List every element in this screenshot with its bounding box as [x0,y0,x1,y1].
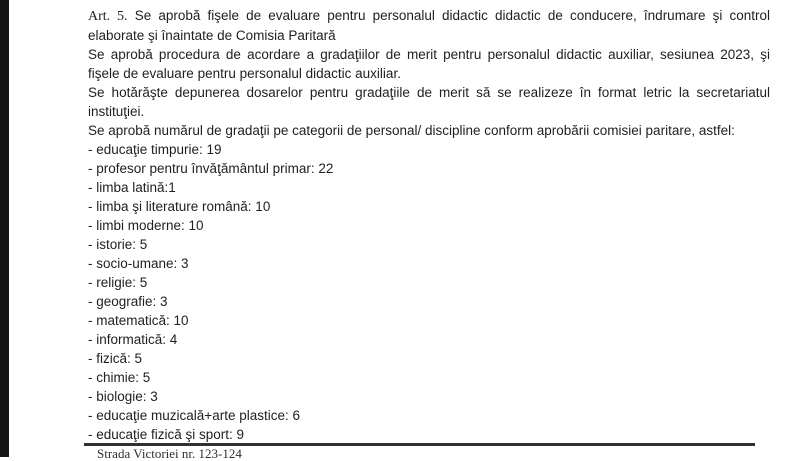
allocation-item: - limba şi literature română: 10 [88,199,271,214]
footer-address: Strada Victoriei nr. 123-124 [97,446,242,461]
allocation-item: - limbi moderne: 10 [88,218,204,233]
paragraph-line: Se hotărăşte depunerea dosarelor pentru gradaţiile de merit să se realizeze în format letric la secretariatul [88,85,770,100]
allocation-item: - educaţie fizică şi sport: 9 [88,427,245,442]
allocation-item: - educaţie timpurie: 19 [88,142,222,157]
allocation-item: - informatică: 4 [88,332,178,347]
document-body [88,6,770,444]
allocation-item: - chimie: 5 [88,370,151,385]
allocation-item: - religie: 5 [88,275,148,290]
allocation-item: - matematică: 10 [88,313,189,328]
allocation-list [88,140,770,444]
article-label: Art. 5. [88,9,128,24]
allocation-item: - limba latină:1 [88,180,176,195]
paragraph-line: fişele de evaluare pentru personalul didactic auxiliar. [88,66,401,81]
allocation-item: - profesor pentru învăţământul primar: 22 [88,161,334,176]
allocation-item: - istorie: 5 [88,237,148,252]
paragraph-line: instituţiei. [88,104,145,119]
paragraph-line: elaborate şi înaintate de Comisia Paritară [88,28,336,43]
page-left-edge [0,0,9,457]
allocation-item: - biologie: 3 [88,389,158,404]
article-5-opening-line [88,6,770,26]
line-text: Se aprobă fişele de evaluare pentru personalul didactic didactic de conducere, îndrumare şi control [134,8,770,23]
allocation-item: - educaţie muzicală+arte plastice: 6 [88,408,300,423]
paragraph-line: Se aprobă procedura de acordare a gradaţiilor de merit pentru personalul didactic auxiliar, sesiunea 2023, şi [88,47,770,62]
allocations-intro-line: Se aprobă numărul de gradaţii pe categorii de personal/ discipline conform aprobării comisiei paritare, astfel: [88,123,735,138]
allocation-item: - fizică: 5 [88,351,143,366]
allocation-item: - socio-umane: 3 [88,256,189,271]
allocation-item: - geografie: 3 [88,294,168,309]
